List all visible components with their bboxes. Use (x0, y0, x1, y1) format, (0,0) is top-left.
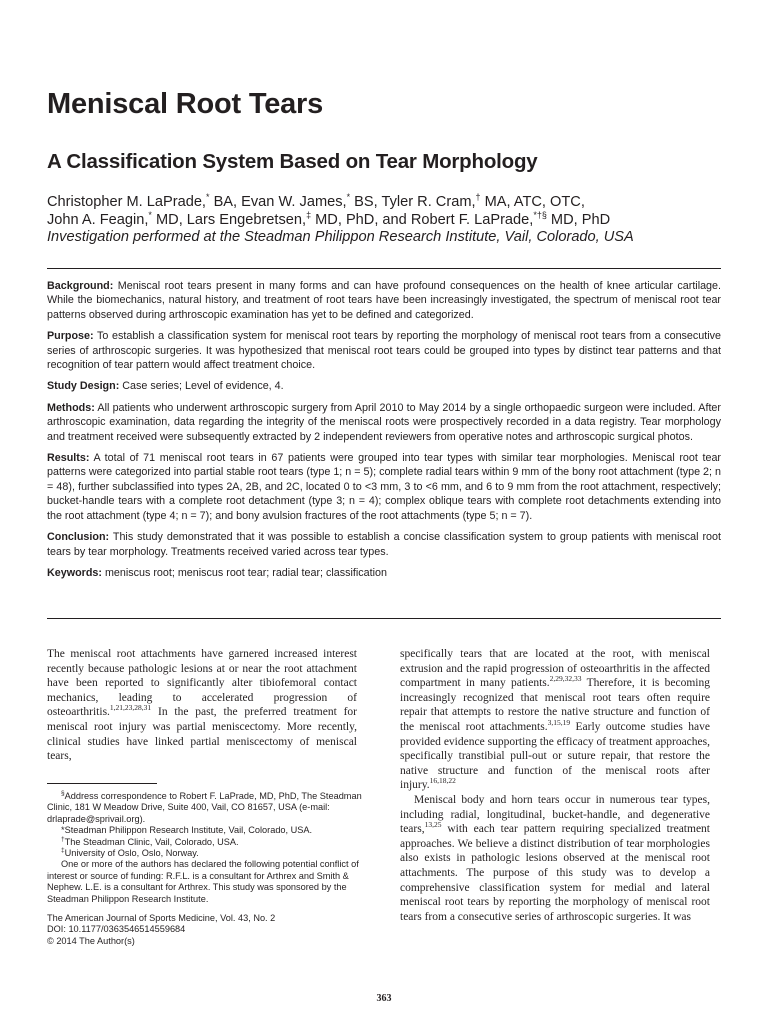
abstract-label: Results: (47, 452, 90, 465)
body-column-right (400, 647, 710, 924)
footnote-correspondence (47, 791, 367, 825)
text-run: In the past, the preferred treatment for meniscal root injury was partial meniscectomy. More recently, clinical studies have linked partial meniscectomy of meniscal tears, (47, 706, 357, 763)
reference-superscript: § (61, 789, 65, 797)
text-run: One or more of the authors has declared the following potential conflict of interest or source of funding: R.F.L. is a consultant for Arthrex and Smith & Nephew. L.E. is a consultant for Arthrex. This study was sponsored by the Steadman Philippon Research Institute. (47, 859, 359, 904)
footnotes (47, 783, 367, 947)
article-title: Meniscal Root Tears (47, 88, 324, 120)
text-run: Christopher M. LaPrade, (47, 194, 206, 210)
text-run: BS, Tyler R. Cram, (350, 194, 476, 210)
footnote-affiliation (47, 848, 367, 859)
abstract-text: Case series; Level of evidence, 4. (119, 380, 284, 393)
reference-superscript: 2,29,32,33 (549, 674, 582, 684)
journal-info (47, 913, 367, 947)
text-run: The meniscal root attachments have garnered increased interest recently because pathologic lesions at or near the root attachment have been reported to significantly alter tibiofemoral contact mechanics, leading to accelerated progression of osteoarthritis. (47, 648, 357, 719)
text-run: *Steadman Philippon Research Institute, Vail, Colorado, USA. (61, 825, 313, 836)
reference-superscript: * (206, 192, 210, 203)
body-paragraph (400, 793, 710, 924)
abstract-methods (47, 401, 721, 444)
abstract-text: A total of 71 meniscal root tears in 67 patients were grouped into tear types with similar tear morphologies. Meniscal root tear patterns were categorized into partial stable root tears (type 1; n = 5); complete radial tears within 9 mm of the bony root attachment (type 2; n = 48), further subclassified into types 2A, 2B, and 2C, located 0 to <3 mm, 3 to <6 mm, and 6 to 9 mm from the root attachment, respectively; bucket-handle tears with a complete root detachment (type 3; n = 4); complex oblique tears with complete root detachments extending into the root attachment (type 4; n = 7); and bony avulsion fractures of the root attachments (type 5; n = 7). (47, 452, 721, 522)
abstract-study-design (47, 379, 721, 393)
footnote-separator (47, 783, 157, 784)
reference-superscript: † (475, 192, 481, 203)
abstract-text: All patients who underwent arthroscopic surgery from April 2010 to May 2014 by a single orthopaedic surgeon were included. After arthroscopic examination, data regarding the integrity of the meniscal roots were prospectively recorded in a data registry. Tear morphology and treatment received were subsequently extracted by 2 independent reviewers from operative notes and arthroscopic surgical photos. (47, 401, 721, 443)
author-line-2 (47, 209, 737, 230)
reference-superscript: 16,18,22 (429, 776, 456, 786)
abstract-text: This study demonstrated that it was possible to establish a concise classification system to group patients with meniscal root tears by tear morphology. Treatments received varied across tear types. (47, 531, 721, 558)
reference-superscript: 13,25 (424, 820, 442, 830)
footnote-affiliation (47, 825, 367, 836)
abstract-top-rule (47, 268, 721, 269)
text-run: MD, PhD (546, 211, 611, 228)
abstract-text: To establish a classification system for meniscal root tears by reporting the morphology of meniscal root tears from a consecutive series of arthroscopic surgeries. It was hypothesized that meniscal root tears could be grouped into types by distinct tear patterns and that recognition of tear pattern would affect treatment choice. (47, 330, 721, 372)
text-run: University of Oslo, Oslo, Norway. (64, 848, 199, 859)
reference-superscript: 3,15,19 (547, 718, 571, 728)
reference-superscript: ‡ (306, 209, 312, 220)
text-run: The Steadman Clinic, Vail, Colorado, USA. (64, 836, 239, 847)
journal-citation: The American Journal of Sports Medicine, Vol. 43, No. 2 (47, 913, 276, 924)
abstract (47, 279, 721, 587)
abstract-purpose (47, 329, 721, 372)
page-number: 363 (376, 993, 392, 1004)
text-run: Early outcome studies have provided evidence supporting the efficacy of treatment approaches, specifically transtibial pull-out or suture repair, that restore the native structure and function of the meniscal roots after injury. (400, 720, 711, 792)
abstract-text: Meniscal root tears present in many forms and can have profound consequences on the health of knee articular cartilage. While the biomechanics, natural history, and treatment of root tears have been increasingly investigated, the spectrum of meniscal root tear patterns observed during arthroscopic examination has yet to be defined and categorized. (47, 280, 721, 321)
text-run: MD, Lars Engebretsen, (151, 211, 307, 228)
text-run: BA, Evan W. James, (209, 194, 347, 210)
text-run: MD, PhD, and Robert F. LaPrade, (311, 211, 534, 228)
journal-copyright: © 2014 The Author(s) (47, 935, 135, 946)
body-paragraph (47, 647, 357, 764)
abstract-text: meniscus root; meniscus root tear; radial tear; classification (101, 566, 387, 579)
reference-superscript: * (148, 209, 152, 220)
abstract-background (47, 279, 721, 322)
reference-superscript: † (61, 835, 65, 843)
abstract-label: Background: (47, 280, 114, 292)
journal-doi: DOI: 10.1177/0363546514559684 (47, 924, 186, 935)
abstract-conclusion (47, 530, 721, 559)
reference-superscript: *†§ (533, 209, 547, 220)
text-run: Meniscal body and horn tears occur in numerous tear types, including radial, longitudinal, bucket-handle, and degenerative tears, (400, 793, 710, 836)
abstract-bottom-rule (47, 618, 721, 619)
reference-superscript: * (346, 192, 351, 203)
reference-superscript: ‡ (61, 846, 65, 854)
text-run: with each tear pattern requiring specialized treatment approaches. We believe a distinct distribution of tear morphologies also exists in pathologic lesions observed at the meniscal root attachments. The purpose of this study was to develop a comprehensive classification system for medial and lateral meniscal root tears by reporting the morphology of meniscal root tears from a consecutive series of arthroscopic surgeries. It was (400, 823, 710, 923)
text-run: John A. Feagin, (47, 211, 149, 228)
reference-superscript: 1,21,23,28,31 (109, 703, 152, 713)
text-run: Address correspondence to Robert F. LaPrade, MD, PhD, The Steadman Clinic, 181 W Meadow Drive, Suite 400, Vail, CO 81657, USA (e-mail: drlaprade@sprivail.org). (47, 791, 362, 824)
body-paragraph (400, 647, 710, 793)
author-block (47, 194, 737, 247)
abstract-label: Study Design: (47, 380, 120, 393)
abstract-label: Purpose: (47, 330, 94, 343)
footnote-affiliation (47, 837, 367, 848)
footnote-conflict (47, 859, 367, 905)
abstract-label: Keywords: (47, 566, 102, 579)
text-run: Therefore, it is becoming increasingly recognized that meniscal root tears often require repair that attempts to restore the native structure and function of the meniscal root attachments. (400, 677, 711, 733)
abstract-results (47, 451, 721, 523)
text-run: MA, ATC, OTC, (480, 194, 585, 210)
body-column-left (47, 647, 357, 764)
abstract-label: Conclusion: (47, 531, 110, 544)
abstract-keywords (47, 566, 721, 580)
investigation-site: Investigation performed at the Steadman Philippon Research Institute, Vail, Colorado, USA (47, 229, 634, 245)
article-subtitle: A Classification System Based on Tear Morphology (47, 150, 538, 173)
text-run: specifically tears that are located at the root, with meniscal extrusion and the rapid progression of osteoarthritis in the affected compartment in many patients. (400, 648, 710, 690)
abstract-label: Methods: (47, 401, 95, 414)
